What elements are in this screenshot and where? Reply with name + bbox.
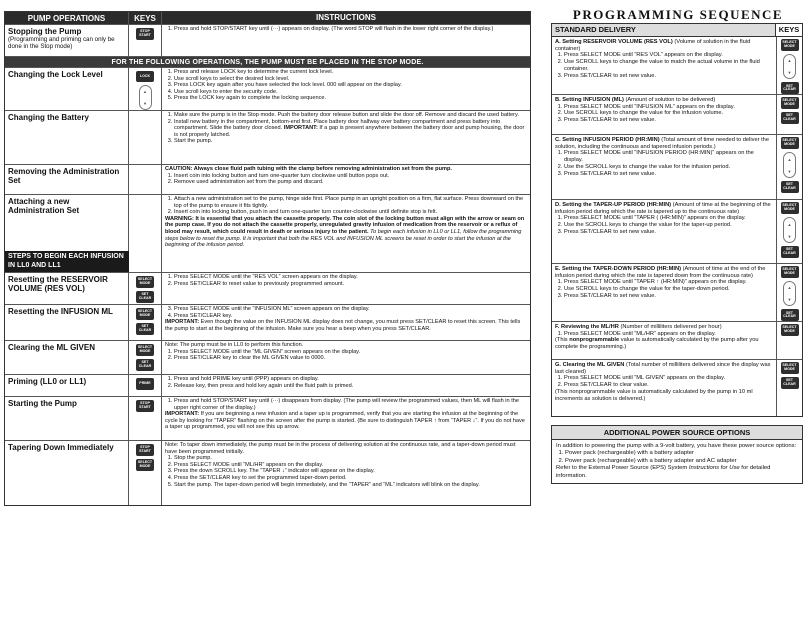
list-item: 1. Make sure the pump is in the Stop mode. Push the battery door release button and slide the door off. Remove and discard the used battery. — [174, 112, 527, 119]
scroll-keys[interactable] — [783, 281, 796, 307]
list-item: 2. Use scroll keys to select the desired lock level. — [174, 76, 527, 83]
warning-text: WARNING: It is essential that you attach the cassette properly. The coin slot of the locking button must align with the arrow or seam on the pump case. If you do not attach the cassette properly, unregulated gravity infusion of medication from the reservoir or a reflux of blood may result, which could result in death or serious injury to the patient. — [165, 215, 525, 235]
list-item: 2. Press SET/CLEAR to clear value. — [564, 382, 773, 389]
select-mode-key[interactable]: SELECT MODE — [781, 39, 799, 51]
list-item: 2. Press SET/CLEAR to reset value to previously programmed amount. — [174, 281, 527, 288]
list-item: 1. Press SELECT MODE until “ML/HR” appears on the display. — [564, 331, 773, 338]
op-name: Resetting the RESERVOIR VOLUME (RES VOL) — [8, 275, 108, 294]
list-item: 1. Power pack (rechargeable) with a battery adapter — [565, 450, 798, 457]
list-item: 3. Press SET/CLEAR to set new value. — [564, 293, 773, 300]
stop-mode-banner: FOR THE FOLLOWING OPERATIONS, THE PUMP MUST BE PLACED IN THE STOP MODE. — [5, 57, 530, 68]
list-item: 2. Press SET/CLEAR key to clear the ML GIVEN value to 0000. — [174, 355, 527, 362]
op-name: Tapering Down Immediately — [8, 443, 114, 452]
header-keys: KEYS — [129, 12, 162, 24]
power-intro: In addition to powering the pump with a 9-volt battery, you have these power source options: — [556, 443, 797, 449]
select-mode-key[interactable]: SELECT MODE — [781, 137, 799, 149]
list-item: 2. Use SCROLL keys to change the value for the taper-down period. — [564, 286, 773, 293]
select-mode-key[interactable]: SELECT MODE — [781, 362, 799, 374]
table-header — [5, 12, 530, 25]
select-mode-key[interactable]: SELECT MODE — [136, 344, 154, 356]
list-item: 1. Insert coin into locking button and turn one-quarter turn clockwise until button pops out. — [174, 173, 527, 180]
row-infml: Resetting the INFUSION ML SELECT MODE SET CLEAR 3. Press SELECT MODE until the “INFUSION ML” screen appears on the display. 4. Press SET/CLEAR key. IMPORTANT: Even though the value on the INFUSION ML display does not change, you must press SET/CLEAR to reset this screen. This tells the pump to start at the beginning of the infusion. Make sure you hear a beep when you press SET/CLEAR. — [5, 305, 530, 341]
list-item: 2. Use the SCROLL keys to change the value for the taper-up period. — [564, 222, 773, 229]
power-tail: Refer to the External Power Source (EPS) System Instructions for Use for detailed information. — [556, 465, 771, 479]
scroll-up-icon: ▲ — [143, 89, 147, 95]
list-item: 2. Use SCROLL keys to change the value to match the actual volume in the fluid container. — [564, 59, 773, 72]
list-item: 3. Start the pump. — [174, 138, 527, 145]
list-item: 3. Press LOCK key again after you have selected the lock level. 000 will appear on the display. — [174, 82, 527, 89]
scroll-down-icon: ▼ — [787, 296, 792, 302]
select-mode-key[interactable]: SELECT MODE — [781, 324, 799, 336]
select-mode-key[interactable]: SELECT MODE — [136, 276, 154, 288]
select-mode-key[interactable]: SELECT MODE — [781, 266, 799, 278]
list-item: 3. Press the down SCROLL key. The “TAPER ↓” indicator will appear on the display. — [174, 468, 527, 475]
select-mode-key[interactable]: SELECT MODE — [136, 459, 154, 471]
row-battery — [5, 111, 530, 165]
scroll-up-icon: ▲ — [787, 58, 792, 64]
row-mlgiven — [5, 341, 530, 375]
power-header: ADDITIONAL POWER SOURCE OPTIONS — [552, 426, 802, 440]
header-instructions: INSTRUCTIONS — [316, 13, 376, 23]
section-b: B. Setting INFUSION (ML) (Amount of solution to be delivered) 1. Press SELECT MODE until “INFUSION ML” appears on the display. 2. Use SCROLL keys to change the value for the infusion volume. 3. Press SET/CLEAR to set new value. SELECT MODE SET CLEAR — [552, 95, 802, 135]
scroll-keys[interactable] — [139, 85, 152, 110]
op-name: Stopping the Pump — [8, 27, 82, 36]
prime-key[interactable]: PRIME — [136, 378, 154, 390]
set-clear-key[interactable]: SET CLEAR — [781, 309, 799, 321]
list-item: 2. Press SELECT MODE until “ML/HR” appears on the display. — [174, 462, 527, 469]
set-clear-key[interactable]: SET CLEAR — [781, 246, 799, 258]
programming-sequence-table — [551, 23, 803, 417]
list-item: 3. Press SET/CLEAR to set new value. — [564, 117, 773, 124]
scroll-up-icon: ▲ — [787, 285, 792, 291]
list-item: 4. Press the SET/CLEAR key to set the programmed taper-down period. — [174, 475, 527, 482]
set-clear-key[interactable]: SET CLEAR — [136, 359, 154, 371]
list-item: 1. Press and hold STOP/START key until (···) disappears from display. (The pump will review the programmed values, then ML will flash in the upper right corner of the display.) — [174, 398, 527, 411]
scroll-down-icon: ▼ — [787, 233, 792, 239]
stop-start-key[interactable]: STOP START — [136, 400, 154, 412]
list-item: 1. Press SELECT MODE until “ML GIVEN” appears on the display. — [564, 375, 773, 382]
list-item: 5. Press the LOCK key again to complete the locking sequence. — [174, 95, 527, 102]
section-a: A. Setting RESERVOIR VOLUME (RES VOL) (Volume of solution in the fluid container) 1. Press SELECT MODE until “RES VOL” appears on the display. 2. Use SCROLL keys to change the value to match the actual volume in the fluid container. 3. Press SET/CLEAR to set new value. SELECT MODE ▲ ▼ SET CLEAR — [552, 37, 802, 95]
row-remove — [5, 165, 530, 195]
scroll-keys[interactable] — [783, 217, 796, 243]
standard-delivery-header: STANDARD DELIVERY KEYS — [552, 24, 802, 37]
scroll-up-icon: ▲ — [787, 156, 792, 162]
list-item: 1. Attach a new administration set to the pump, hinge side first. Place pump in an upright position on a firm, flat surface. Press downward on the top of the pump to ensure it fits tightly. — [174, 196, 527, 209]
row-starting: Starting the Pump STOP START 1. Press and hold STOP/START key until (···) disappears from display. (The pump will review the programmed values, then ML will flash in the upper right corner of the display.) IMPORTANT: If you are beginning a new infusion and a taper up is programmed, verify that you are starting the infusion at the beginning of the cycle by looking for “TAPER” flashing on the screen after the pump is started. (Be sure to distinguish TAPER ↑ from “TAPER ↓”. If you do not have a taper up programmed, you will not see this up arrow. — [5, 397, 530, 441]
section-c: C. Setting INFUSION PERIOD (HR:MIN) (Total amount of time needed to deliver the solution, including the continuous and tapered infusion periods.) 1. Press SELECT MODE until “INFUSION PERIOD (HR:MIN)” appears on the display. 2. Use the SCROLL keys to change the value for the infusion period. 3. Press SET/CLEAR to set new value. SELECT MODE ▲ ▼ SET CLEAR — [552, 135, 802, 200]
set-clear-key[interactable]: SET CLEAR — [781, 181, 799, 193]
select-mode-key[interactable]: SELECT MODE — [781, 202, 799, 214]
list-item: 2. Power pack (rechargeable) with a battery adapter and AC adapter — [565, 458, 798, 465]
pump-operations-table — [4, 11, 531, 506]
op-name: Priming (LL0 or LL1) — [8, 377, 87, 386]
section-d: D. Setting the TAPER-UP PERIOD (HR:MIN) (Amount of time at the beginning of the infusion period during which the rate is tapered up to the continuous rate) 1. Press SELECT MODE until “TAPER ( (HR:MIN)” appears on the display. 2. Use the SCROLL keys to change the value for the taper-up period. 3. Press SET/CLEAR to set new value. SELECT MODE ▲ ▼ SET CLEAR — [552, 200, 802, 264]
note-text: Note: The pump must be in LL0 to perform this function. — [165, 342, 304, 348]
op-name: Removing the Administration Set — [8, 167, 120, 186]
italic-note: To begin each infusion in LL0 or LL1, follow the programming steps below to reset the pump. It is important that both the RES VOL and INFUSION ML screens be reset in order to start the infusion at the beginning of the infusion period. — [165, 228, 522, 249]
select-mode-key[interactable]: SELECT MODE — [781, 97, 799, 109]
scroll-down-icon: ▼ — [143, 100, 147, 106]
list-item: 3. Press SET/CLEAR to set new value. — [564, 73, 773, 80]
op-name: Attaching a new Administration Set — [8, 197, 80, 216]
list-item: 2. Release key, then press and hold key again until the fluid path is primed. — [174, 383, 527, 390]
list-item: 3. Press SET/CLEAR to set new value. — [564, 229, 773, 236]
scroll-down-icon: ▼ — [787, 168, 792, 174]
stop-start-key[interactable]: STOP START — [136, 28, 154, 40]
header-operations: PUMP OPERATIONS — [5, 12, 129, 24]
list-item: 3. Press SELECT MODE until the “INFUSION ML” screen appears on the display. — [174, 306, 527, 313]
important-text: Even though the value on the INFUSION ML display does not change, you must press SET/CLEAR to reset this screen. This tells the pump to start at the beginning of the infusion. Make sure you hear a beep when you press SET/CLEAR. — [165, 319, 521, 332]
section-e: E. Setting the TAPER-DOWN PERIOD (HR:MIN) (Amount of time at the end of the infusion period during which the rate is tapered down from the continuous rate) 1. Press SELECT MODE until “TAPER ↑ (HR:MIN)” appears on the display. 2. Use SCROLL keys to change the value for the taper-down period. 3. Press SET/CLEAR to set new value. SELECT MODE ▲ ▼ SET CLEAR — [552, 264, 802, 322]
lock-key[interactable]: LOCK — [136, 71, 154, 82]
list-item: 1. Press and release LOCK key to determine the current lock level. — [174, 69, 527, 76]
set-clear-key[interactable]: SET CLEAR — [781, 82, 799, 94]
list-item: 3. Press SET/CLEAR to set new value. — [564, 171, 773, 178]
list-item: 1. Press SELECT MODE until “TAPER ↑ (HR:MIN)” appears on the display. — [564, 279, 773, 286]
caution-text: CAUTION: Always close fluid path tubing with the clamp before removing administration set from the pump. — [165, 166, 452, 172]
list-item: 1. Stop the pump. — [174, 455, 527, 462]
section-g: G. Clearing the ML GIVEN (Total number of milliliters delivered since the display was last cleared) 1. Press SELECT MODE until “ML GIVEN” appears on the display. 2. Press SET/CLEAR to clear value. (This nonprogrammable value is automatically calculated by the pump in 10 ml increments as solution is delivered.) SELECT MODE SET CLEAR — [552, 360, 802, 416]
set-clear-key[interactable]: SET CLEAR — [136, 291, 154, 303]
scroll-up-icon: ▲ — [787, 221, 792, 227]
op-name: Clearing the ML GIVEN — [8, 343, 95, 352]
op-name: Changing the Battery — [8, 113, 89, 122]
list-item: 1. Press SELECT MODE until the “RES VOL” screen appears on the display. — [174, 274, 527, 281]
op-name: Changing the Lock Level — [8, 70, 103, 79]
op-name: Starting the Pump — [8, 399, 77, 408]
important-text: If you are beginning a new infusion and a taper up is programmed, verify that you are starting the infusion at the beginning of the cycle by looking for “TAPER” flashing on the screen after the pump is started. (Be sure to distinguish TAPER ↑ from “TAPER ↓”. If you do not have a taper up programmed, you will not see this up arrow. — [165, 411, 525, 431]
select-mode-key[interactable]: SELECT MODE — [136, 308, 154, 320]
list-item: 4. Press SET/CLEAR key. — [174, 313, 527, 320]
op-name: Resetting the INFUSION ML — [8, 307, 113, 316]
list-item: 4. Use scroll keys to enter the security code. — [174, 89, 527, 96]
set-clear-key[interactable]: SET CLEAR — [781, 377, 799, 389]
row-tapering — [5, 441, 530, 505]
scroll-keys[interactable] — [783, 54, 796, 80]
row-attach — [5, 195, 530, 273]
steps-banner: STEPS TO BEGIN EACH INFUSION IN LL0 AND LL1 — [5, 251, 129, 272]
list-item: 1. Press and hold STOP/START key until (···) appears on display. (The word STOP will flash in the lower right corner of the display.) — [174, 26, 527, 33]
list-item: 2. Remove used administration set from the pump and discard. — [174, 179, 527, 186]
section-f: F. Reviewing the ML/HR (Number of milliliters delivered per hour) 1. Press SELECT MODE until “ML/HR” appears on the display. (This nonprogrammable value is automatically calculated by the pump after you complete the programming.) SELECT MODE — [552, 322, 802, 360]
op-sub: (Programming and priming can only be done in the Stop mode) — [8, 36, 115, 51]
row-lock — [5, 68, 530, 111]
scroll-down-icon: ▼ — [787, 69, 792, 75]
list-item: 2. Use the SCROLL keys to change the value for the infusion period. — [564, 164, 773, 171]
row-resvol — [5, 273, 530, 305]
list-item: 1. Press SELECT MODE until “INFUSION ML” appears on the display. — [564, 104, 773, 111]
list-item: 2. Install new battery in the compartment, bottom-end first. Place battery door halfway over battery compartment and press battery into compartment. Slide the battery door closed. IMPORTANT: If a gap is present anywhere between the battery door and pump housing, the door is not properly latched. — [174, 119, 527, 139]
list-item: 1. Press SELECT MODE until the “ML GIVEN” screen appears on the display. — [174, 349, 527, 356]
list-item: 1. Press and hold PRIME key until (PPP) appears on display. — [174, 376, 527, 383]
row-priming — [5, 375, 530, 397]
set-clear-key[interactable]: SET CLEAR — [781, 112, 799, 124]
list-item: 1. Press SELECT MODE until “INFUSION PERIOD (HR:MIN)” appears on the display. — [564, 150, 773, 163]
tail-text: (This nonprogrammable value is automatically calculated by the pump in 10 ml increments as solution is delivered.) — [555, 388, 753, 402]
scroll-keys[interactable] — [783, 152, 796, 178]
note-text: Note: To taper down immediately, the pump must be in the process of delivering solution at the continuous rate, and a taper-down period must have been programmed initially. — [165, 442, 516, 455]
power-source-box — [551, 425, 803, 484]
list-item: 1. Press SELECT MODE until “RES VOL” appears on the display. — [564, 52, 773, 59]
stop-start-key[interactable]: STOP START — [136, 444, 154, 456]
programming-sequence-title: PROGRAMMING SEQUENCE — [572, 7, 784, 22]
set-clear-key[interactable]: SET CLEAR — [136, 323, 154, 335]
list-item: 1. Press SELECT MODE until “TAPER ( (HR:MIN)” appears on the display. — [564, 215, 773, 222]
list-item: 2. Use SCROLL keys to change the value for the infusion volume. — [564, 110, 773, 117]
row-stop — [5, 25, 530, 57]
list-item: 5. Start the pump. The taper-down period will begin immediately, and the “TAPER” and “ML” indicators will blink on the display. — [174, 482, 527, 489]
list-item: 2. Insert coin into locking button, push in and turn one-quarter turn counter-clockwise until definite stop is felt. — [174, 209, 527, 216]
